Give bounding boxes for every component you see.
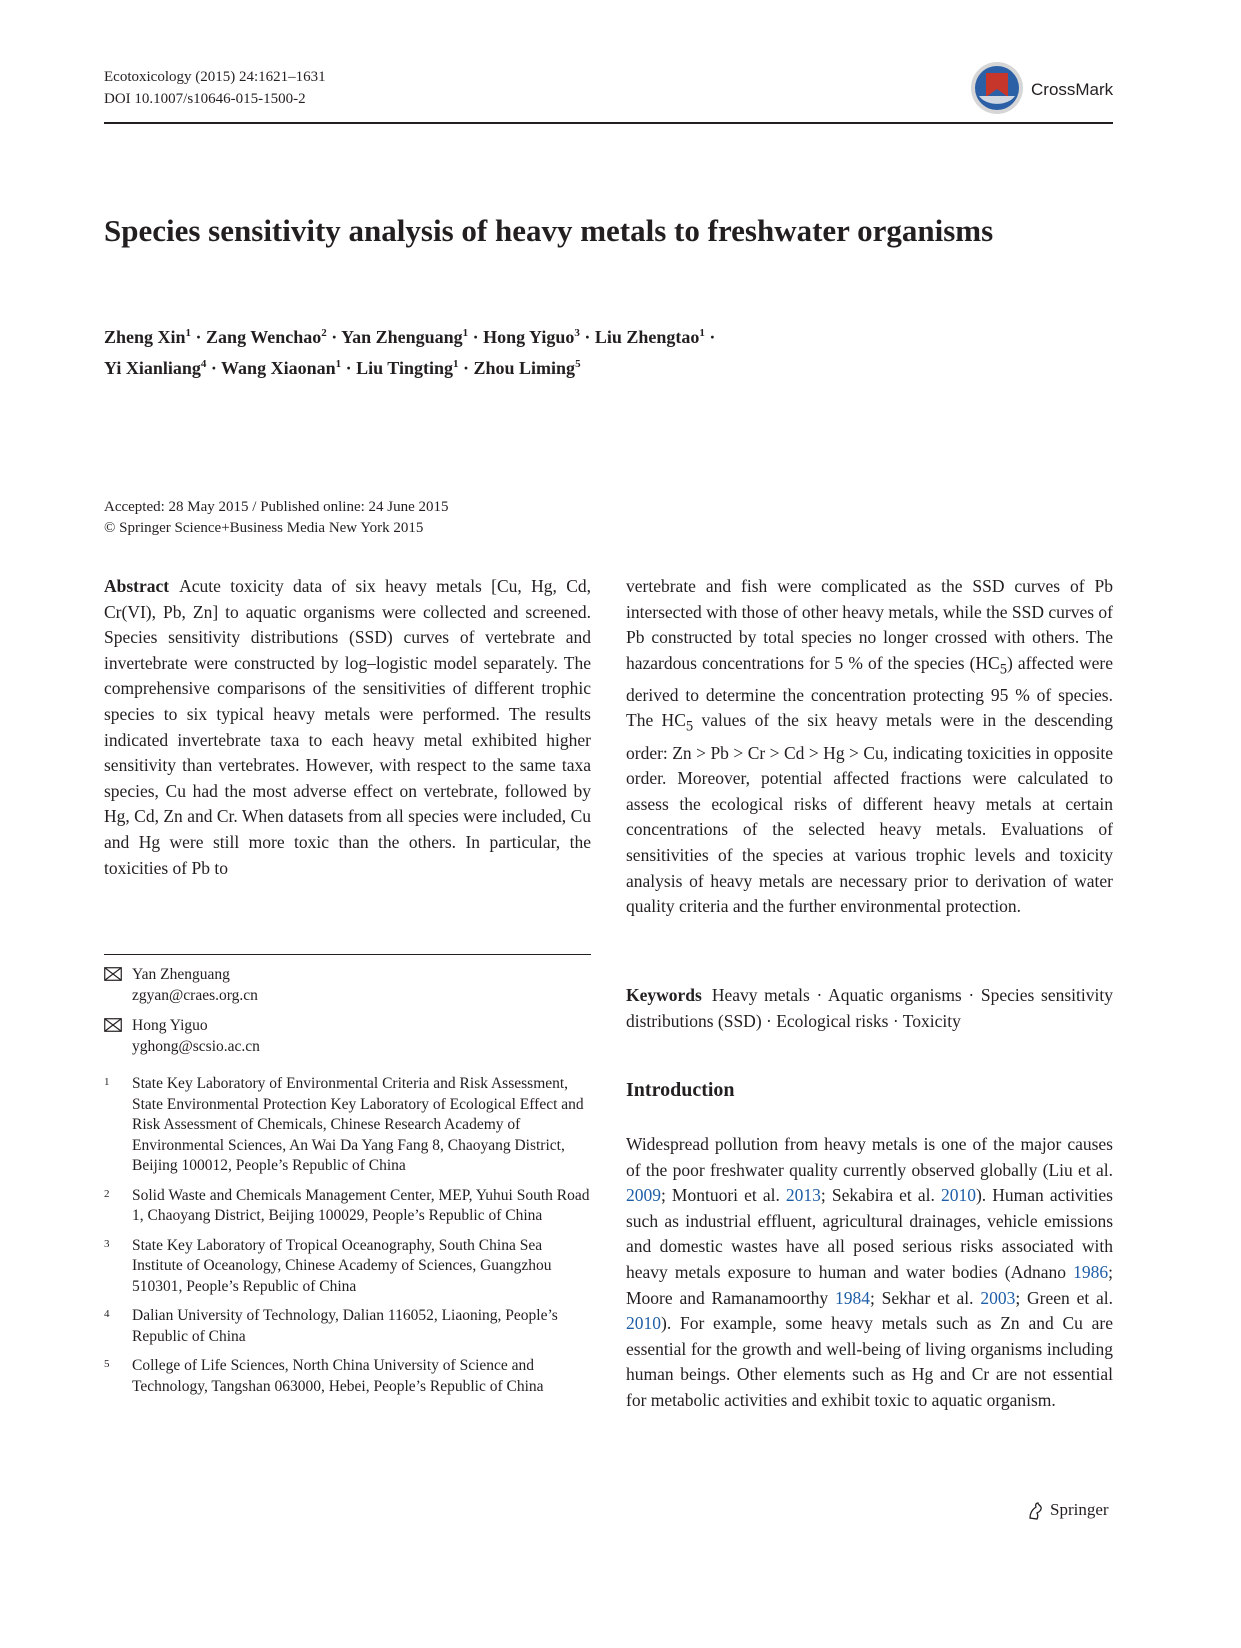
introduction-heading: Introduction [626,1079,735,1101]
crossmark-icon [969,60,1025,116]
citation-link[interactable]: 2003 [980,1287,1016,1308]
contact-entry [104,1015,591,1057]
author-list [104,320,1104,382]
affiliation-text: College of Life Sciences, North China University of Science and Technology, Tangshan 063000, Hebei, People’s Republic of China [132,1357,544,1395]
introduction-text: ; Montuori et al. [661,1185,786,1206]
author-name: Zheng Xin [104,327,186,347]
springer-logo [1026,1500,1109,1521]
introduction-text: ; Sekabira et al. [820,1185,941,1206]
author-name: Liu Tingting [356,358,453,378]
envelope-icon [104,967,122,981]
author-affiliation-mark: 1 [462,327,469,339]
affiliation-entry [104,1306,591,1347]
journal-info [104,66,326,110]
author-affiliation-mark: 4 [200,358,207,370]
author-separator: · [579,327,595,347]
author-separator: · [468,327,484,347]
doi: DOI 10.1007/s10646-015-1500-2 [104,91,306,107]
introduction-text: ). Human activities such as industrial effluent, agricultural drainages, vehicle emissions and domestic wastes have all posed serious risks associated with heavy metals exposure to human and water bodies (Adnano [626,1185,1113,1282]
author-separator: · [458,358,474,378]
subscript-5: 5 [999,661,1008,678]
affiliation-number: 4 [104,1308,110,1320]
affiliation-entry [104,1186,591,1227]
contact-name: Yan Zhenguang [132,966,230,983]
introduction-text: ; Moore and Ramanamoorthy [626,1261,1113,1308]
author-separator: · [704,327,716,347]
author-affiliation-mark: 1 [699,327,705,339]
author-separator: · [326,327,342,347]
affiliation-entry [104,1236,591,1298]
affiliation-text: State Key Laboratory of Environmental Criteria and Risk Assessment, State Environmental Protection Key Laboratory of Ecological Effect and Risk Assessment of Chemicals, Chinese Research Academy of Environmental Sciences, An Wai Da Yang Fang 8, Chaoyang District, Beijing 100012, People’s Republic of China [132,1075,584,1174]
abstract-heading: Abstract [104,576,170,596]
abstract-text-right-b: ) affected were derived to determine the concentration protecting 95 % of species. The HC [626,652,1113,731]
author-affiliation-mark: 1 [185,327,192,339]
contact-email[interactable]: yghong@scsio.ac.cn [132,1038,260,1055]
publication-dates [104,497,449,539]
citation-link[interactable]: 2009 [626,1185,661,1206]
affiliation-entry [104,1074,591,1177]
citation-link[interactable]: 2013 [785,1185,821,1206]
subscript-5: 5 [685,718,694,735]
contact-name: Hong Yiguo [132,1017,208,1034]
author-name: Yan Zhenguang [341,327,463,347]
citation-link[interactable]: 1984 [835,1287,870,1308]
author-affiliation-mark: 2 [321,327,327,339]
author-affiliation-mark: 3 [574,327,580,339]
author-affiliation-mark: 1 [453,358,459,370]
header-rule [104,122,1113,124]
introduction-text: ; Sekhar et al. [870,1287,981,1308]
introduction-text: ). For example, some heavy metals such as Zn and Cu are essential for the growth and well-being of living organisms including human beings. Other elements such as Hg and Cr are not essential for metabolic activities and exhibit toxic to aquatic organism. [626,1313,1113,1410]
author-name: Yi Xianliang [104,358,201,378]
affiliation-number: 1 [104,1076,110,1088]
author-affiliation-mark: 5 [575,358,581,370]
copyright: © Springer Science+Business Media New York 2015 [104,520,424,536]
contact-email[interactable]: zgyan@craes.org.cn [132,987,258,1004]
introduction-body [626,1132,1113,1414]
affiliation-text: Dalian University of Technology, Dalian 116052, Liaoning, People’s Republic of China [132,1307,558,1345]
author-separator: · [191,327,207,347]
crossmark-badge[interactable] [969,60,1114,116]
author-separator: · [341,358,357,378]
article-title: Species sensitivity analysis of heavy metals to freshwater organisms [104,213,994,248]
author-separator: · [206,358,222,378]
author-name: Zhou Liming [473,358,576,378]
author-name: Liu Zhengtao [594,327,700,347]
affiliation-number: 2 [104,1187,110,1200]
abstract-right [626,574,1113,920]
keywords [626,983,1113,1034]
author-name: Hong Yiguo [483,327,575,347]
springer-horse-icon [1026,1501,1046,1521]
affiliation-list [104,1074,591,1406]
crossmark-label: CrossMark [1031,80,1114,99]
keywords-text: Heavy metals · Aquatic organisms · Species sensitivity distributions (SSD) · Ecological risks · Toxicity [626,985,1113,1031]
affiliation-number: 5 [104,1358,110,1370]
citation-link[interactable]: 1986 [1073,1261,1109,1282]
author-name: Wang Xiaonan [221,358,336,378]
keywords-heading: Keywords [626,985,702,1005]
journal-citation: Ecotoxicology (2015) 24:1621–1631 [104,69,326,85]
citation-link[interactable]: 2010 [940,1185,976,1206]
abstract-text-right-c: values of the six heavy metals were in the descending order: Zn > Pb > Cr > Cd > Hg > Cu, indicating toxicities in opposite order. Moreover, potential affected fractions were calculated to assess the ecological risks of different heavy metals at certain concentrations of the selected heavy metals. Evaluations of sensitivities of the species at various trophic levels and toxicity analysis of heavy metals are necessary prior to derivation of water quality criteria and the further environmental protection. [626,710,1113,917]
abstract-left [104,574,591,881]
affiliation-entry [104,1356,591,1397]
affiliation-number: 3 [104,1237,110,1250]
accepted-published: Accepted: 28 May 2015 / Published online: 24 June 2015 [104,499,449,515]
introduction-text: ; Green et al. [1015,1287,1114,1308]
citation-link[interactable]: 2010 [626,1313,661,1334]
envelope-icon [104,1018,122,1032]
abstract-text-left: Acute toxicity data of six heavy metals [Cu, Hg, Cd, Cr(VI), Pb, Zn] to aquatic organisms were collected and screened. Species sensitivity distributions (SSD) curves of vertebrate and invertebrate were constructed by log–logistic model separately. The comprehensive comparisons of the sensitivities of different trophic species to six typical heavy metals were performed. The results indicated invertebrate taxa to each heavy metal exhibited higher sensitivity than vertebrates. However, with respect to the same taxa species, Cu had the most adverse effect on vertebrate, followed by Hg, Cd, Zn and Cr. When datasets from all species were included, Cu and Hg were still more toxic than the others. In particular, the toxicities of Pb to [104,576,591,878]
introduction-text: Widespread pollution from heavy metals is one of the major causes of the poor freshwater quality currently observed globally (Liu et al. [626,1134,1113,1180]
affiliation-text: Solid Waste and Chemicals Management Center, MEP, Yuhui South Road 1, Chaoyang District, Beijing 100029, People’s Republic of China [132,1186,590,1224]
springer-label: Springer [1050,1500,1109,1519]
footnote-rule [104,954,591,955]
author-affiliation-mark: 1 [335,358,342,370]
contact-entry [104,964,591,1006]
author-name: Zang Wenchao [206,327,322,347]
abstract-text-right-a: vertebrate and fish were complicated as the SSD curves of Pb intersected with those of other heavy metals, while the SSD curves of Pb constructed by total species no longer crossed with others. The hazardous concentrations for 5 % of the species (HC [626,576,1113,673]
affiliation-text: State Key Laboratory of Tropical Oceanography, South China Sea Institute of Oceanology, Chinese Academy of Sciences, Guangzhou 510301, People’s Republic of China [132,1236,552,1295]
contact-list [104,964,591,1066]
